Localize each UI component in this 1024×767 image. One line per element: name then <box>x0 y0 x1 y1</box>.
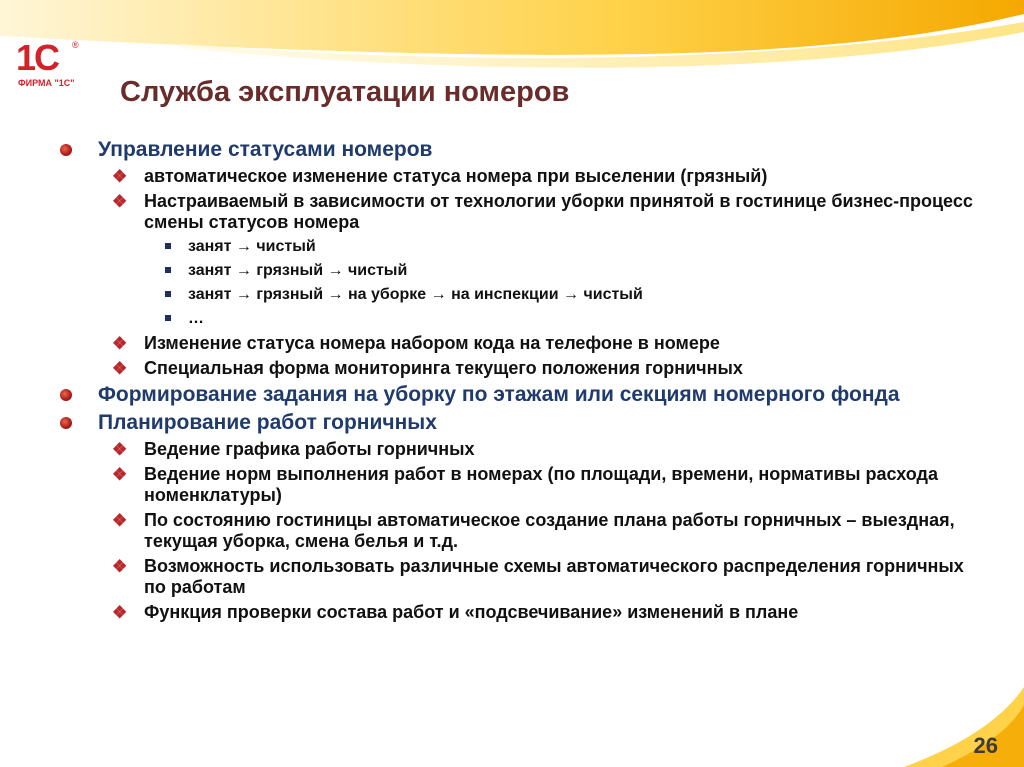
list-item-level2 <box>58 602 978 623</box>
square-bullet-icon <box>165 315 171 321</box>
list-item-level2 <box>58 191 978 233</box>
list-item-level2 <box>58 556 978 598</box>
list-item-text: … <box>188 310 204 327</box>
list-item-level2 <box>58 166 978 187</box>
list-item-text: Планирование работ горничных <box>98 411 437 434</box>
company-logo <box>16 37 96 100</box>
list-item-text: Управление статусами номеров <box>98 138 433 161</box>
list-item-text: занят → грязный → чистый <box>188 262 408 279</box>
list-item-text: Специальная форма мониторинга текущего положения горничных <box>144 358 743 378</box>
list-item-level1 <box>58 138 978 162</box>
list-item-level2 <box>58 510 978 552</box>
page-title: Служба эксплуатации номеров <box>120 76 570 108</box>
diamond-bullet-icon: ❖ <box>112 359 128 378</box>
list-item-level1 <box>58 383 978 407</box>
logo-registered: ® <box>72 40 79 50</box>
list-item-level2 <box>58 358 978 379</box>
square-bullet-icon <box>165 267 171 273</box>
list-item-level2 <box>58 333 978 354</box>
list-item-text: Возможность использовать различные схемы автоматического распределения горничных по работам <box>144 556 964 597</box>
logo-subtitle: ФИРМА "1С" <box>18 78 75 88</box>
square-bullet-icon <box>165 243 171 249</box>
list-item-level3 <box>58 285 978 305</box>
list-item-level2 <box>58 464 978 506</box>
list-item-text: Изменение статуса номера набором кода на телефоне в номере <box>144 333 720 353</box>
list-item-level1 <box>58 411 978 435</box>
round-bullet-icon <box>60 389 72 401</box>
diamond-bullet-icon: ❖ <box>112 465 128 484</box>
list-item-level3 <box>58 261 978 281</box>
list-item-text: Формирование задания на уборку по этажам или секциям номерного фонда <box>98 383 900 406</box>
list-item-text: Настраиваемый в зависимости от технологии уборки принятой в гостинице бизнес-процесс смены статусов номера <box>144 191 973 232</box>
diamond-bullet-icon: ❖ <box>112 557 128 576</box>
round-bullet-icon <box>60 144 72 156</box>
diamond-bullet-icon: ❖ <box>112 440 128 459</box>
round-bullet-icon <box>60 417 72 429</box>
list-item-text: автоматическое изменение статуса номера при выселении (грязный) <box>144 166 768 186</box>
list-item-level3 <box>58 237 978 257</box>
diamond-bullet-icon: ❖ <box>112 192 128 211</box>
list-item-level3 <box>58 309 978 329</box>
diamond-bullet-icon: ❖ <box>112 334 128 353</box>
list-item-level2 <box>58 439 978 460</box>
list-item-text: Ведение норм выполнения работ в номерах (по площади, времени, нормативы расхода номенклатуры) <box>144 464 938 505</box>
list-item-text: занят → чистый <box>188 238 316 255</box>
list-item-text: Функция проверки состава работ и «подсвечивание» изменений в плане <box>144 602 799 622</box>
square-bullet-icon <box>165 291 171 297</box>
list-item-text: Ведение графика работы горничных <box>144 439 475 459</box>
logo-main: 1С <box>16 37 59 78</box>
list-item-text: занят → грязный → на уборке → на инспекции → чистый <box>188 286 643 303</box>
bullet-list <box>58 134 978 623</box>
diamond-bullet-icon: ❖ <box>112 603 128 622</box>
diamond-bullet-icon: ❖ <box>112 167 128 186</box>
page-number: 26 <box>973 733 998 758</box>
list-item-text: По состоянию гостиницы автоматическое создание плана работы горничных – выездная, текущая уборка, смена белья и т.д. <box>144 510 955 551</box>
diamond-bullet-icon: ❖ <box>112 511 128 530</box>
